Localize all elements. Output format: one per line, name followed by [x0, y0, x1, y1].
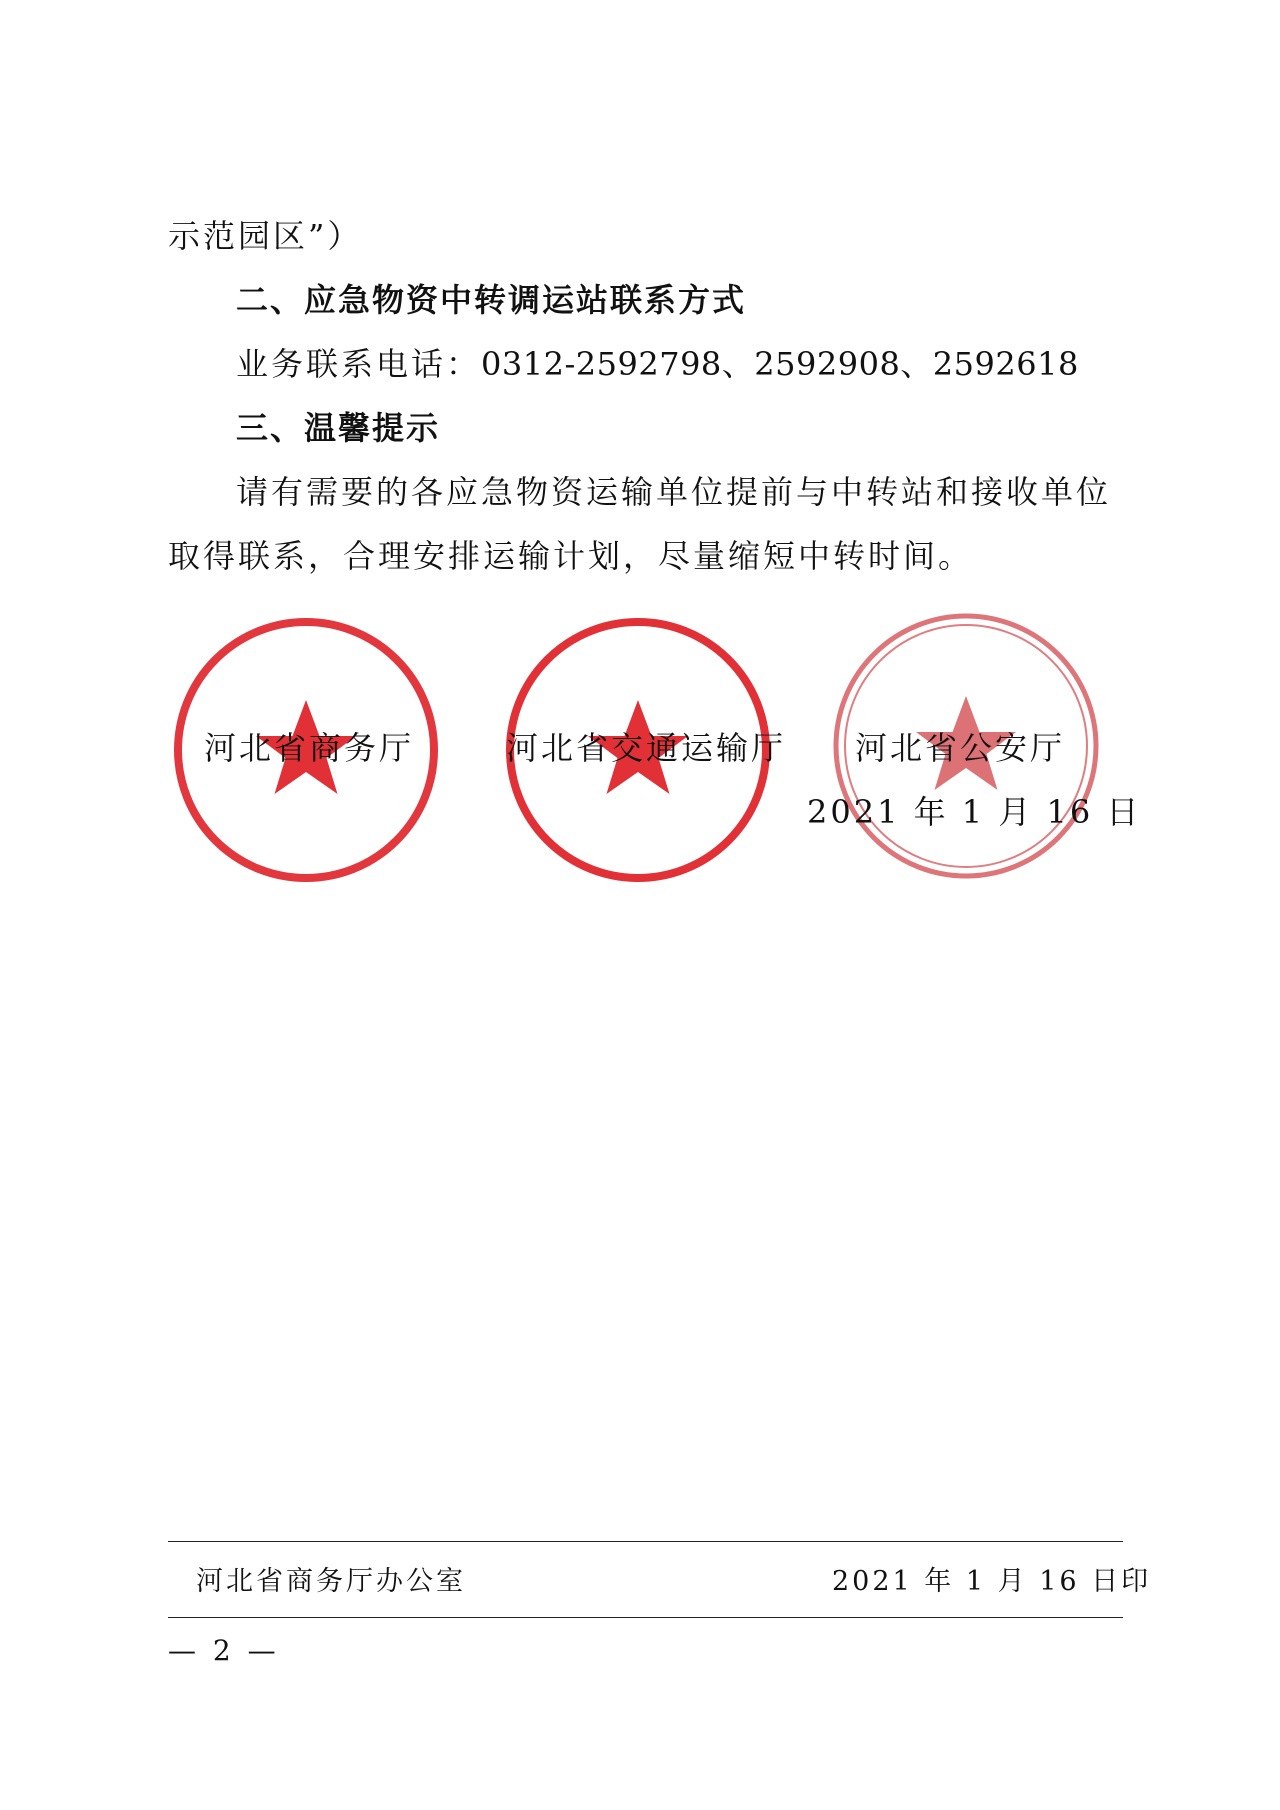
section-heading-contact: 二、应急物资中转调运站联系方式 [236, 281, 747, 319]
signature-transport-department: 河北省交通运输厅 [506, 729, 787, 767]
contact-phones: 0312-2592798、2592908、2592618 [481, 345, 1079, 383]
contact-line [236, 344, 1079, 384]
section-heading-tips: 三、温馨提示 [236, 409, 441, 447]
paragraph-continuation: 示范园区”） [168, 217, 363, 255]
tip-text-line-1: 请有需要的各应急物资运输单位提前与中转站和接收单位 [236, 473, 1112, 511]
tip-text-line-2: 取得联系，合理安排运输计划，尽量缩短中转时间。 [168, 537, 974, 575]
footer-print-date: 2021 年 1 月 16 日印 [832, 1566, 1152, 1597]
footer-top-rule [168, 1541, 1123, 1542]
page-number: — 2 — [168, 1634, 280, 1667]
signature-commerce-department: 河北省商务厅 [204, 729, 415, 767]
signature-date: 2021 年 1 月 16 日 [807, 793, 1142, 831]
footer-bottom-rule [168, 1617, 1123, 1618]
signature-public-security-department: 河北省公安厅 [855, 729, 1066, 767]
footer-issuer: 河北省商务厅办公室 [196, 1566, 466, 1597]
contact-label: 业务联系电话： [236, 345, 482, 383]
